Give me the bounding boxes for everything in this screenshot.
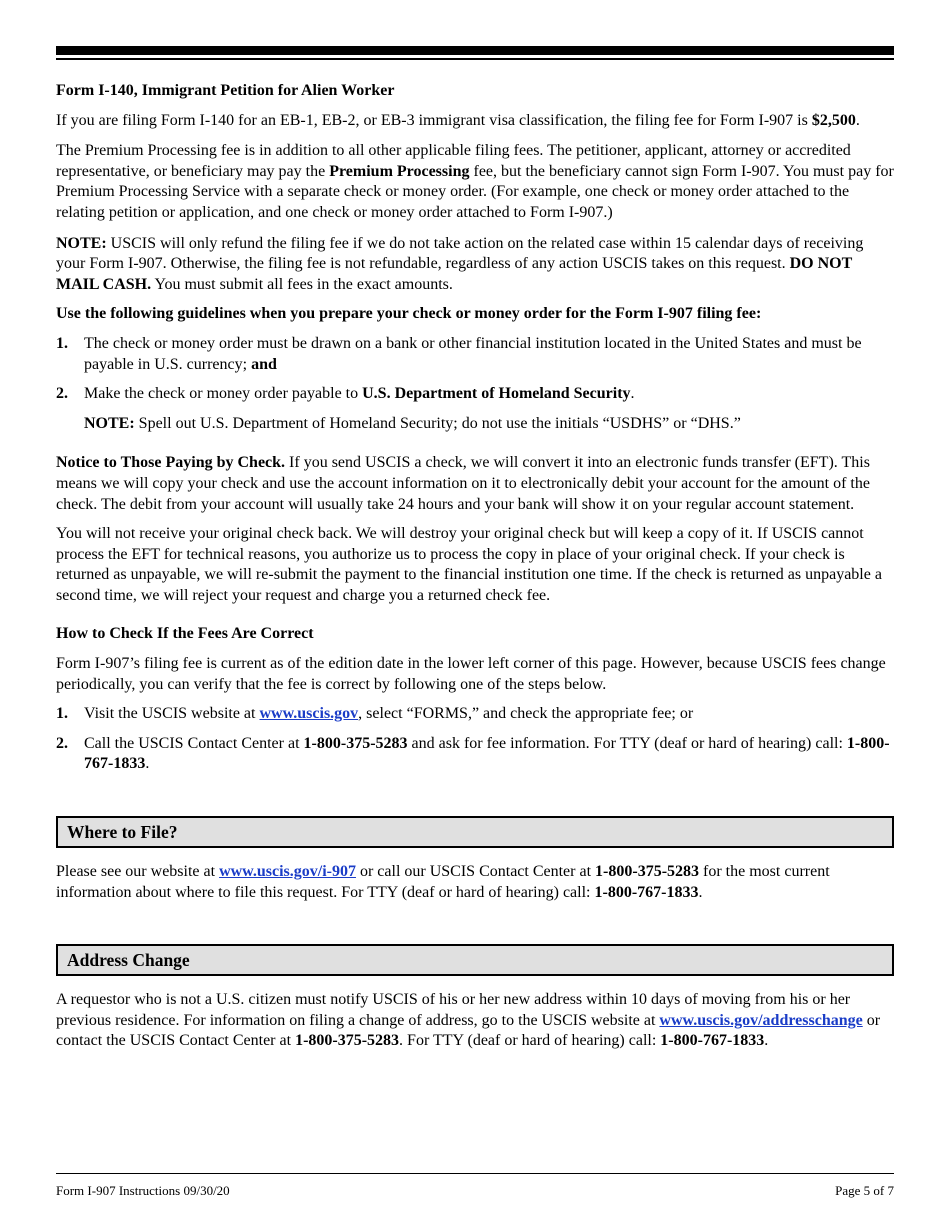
- i140-fee-paragraph: If you are filing Form I-140 for an EB-1, EB-2, or EB-3 immigrant visa classification, the filing fee for Form I-907 is $2,500.: [56, 111, 860, 129]
- address-change-paragraph: A requestor who is not a U.S. citizen must notify USCIS of his or her new address within 10 days of moving from his or her previous residence. For information on filing a change of address, go to the USCIS website at www.uscis.gov/addresschange or contact the USCIS Contact Center at 1-800-375-5283. For TTY (deaf or hard of hearing) call: 1-800-767-1833.: [56, 991, 881, 1050]
- original-check-paragraph: You will not receive your original check back. We will destroy your original check but will keep a copy of it. If USCIS cannot process the EFT for technical reasons, you authorize us to process the copy in place of your original check. If your check is returned as unpayable, we will re-submit the payment to the financial institution one time. If the check is returned as unpayable a second time, we will reject your request and charge you a returned check fee.: [56, 525, 882, 604]
- guideline-item-2: 2. Make the check or money order payable to U.S. Department of Homeland Security.: [56, 385, 635, 403]
- footer-form-edition: Form I-907 Instructions 09/30/20: [56, 1183, 230, 1198]
- uscis-website-link[interactable]: www.uscis.gov: [259, 705, 359, 723]
- header-rule-thin: [56, 58, 894, 60]
- premium-processing-paragraph: The Premium Processing fee is in addition to all other applicable filing fees. The petitioner, applicant, attorney or accredited representative, or beneficiary may pay the Premium Processing fee, but the beneficiary cannot sign Form I-907. You must pay for Premium Processing Service with a separate check or money order. (For example, one check or money order attached to the relating petition or application, and one check or money order attached to Form I-907.): [56, 142, 894, 221]
- fees-check-item-1: 1. Visit the USCIS website at www.uscis.gov, select “FORMS,” and check the appropriate fee; or: [56, 705, 694, 723]
- header-rule-thick: [56, 46, 894, 55]
- address-change-header: Address Change: [56, 944, 894, 976]
- refund-note-paragraph: NOTE: USCIS will only refund the filing fee if we do not take action on the related case within 15 calendar days of receiving your Form I-907. Otherwise, the filing fee is not refundable, regardless of any action USCIS takes on this request. DO NOT MAIL CASH. You must submit all fees in the exact amounts.: [56, 234, 864, 293]
- guidelines-heading: Use the following guidelines when you prepare your check or money order for the Form I-907 filing fee:: [56, 305, 762, 323]
- page-footer: [56, 1173, 894, 1199]
- fees-check-item-2: 2. Call the USCIS Contact Center at 1-800-375-5283 and ask for fee information. For TTY (deaf or hard of hearing) call: 1-800-767-1833.: [56, 734, 890, 773]
- i907-website-link[interactable]: www.uscis.gov/i-907: [219, 863, 356, 881]
- i140-heading: Form I-140, Immigrant Petition for Alien Worker: [56, 82, 395, 99]
- address-change-link[interactable]: www.uscis.gov/addresschange: [659, 1011, 863, 1029]
- fees-check-intro: Form I-907’s filing fee is current as of the edition date in the lower left corner of this page. However, because USCIS fees change periodically, you can verify that the fee is correct by following one of the steps below.: [56, 655, 886, 693]
- where-to-file-paragraph: Please see our website at www.uscis.gov/i-907 or call our USCIS Contact Center at 1-800-375-5283 for the most current information about where to file this request. For TTY (deaf or hard of hearing) call: 1-800-767-1833.: [56, 863, 830, 901]
- check-notice-paragraph: Notice to Those Paying by Check. If you send USCIS a check, we will convert it into an electronic funds transfer (EFT). This means we will copy your check and use the account information on it to electronically debit your account for the amount of the check. The debit from your account will usually take 24 hours and your bank will show it on your regular account statement.: [56, 454, 870, 513]
- initials-note: NOTE: Spell out U.S. Department of Homeland Security; do not use the initials “USDHS” or “DHS.”: [84, 414, 741, 432]
- guideline-item-1: 1. The check or money order must be drawn on a bank or other financial institution located in the United States and must be payable in U.S. currency; and: [56, 334, 862, 373]
- document-page: [56, 46, 894, 1052]
- where-to-file-header: Where to File?: [56, 816, 894, 848]
- fees-check-heading: How to Check If the Fees Are Correct: [56, 625, 314, 643]
- footer-page-number: Page 5 of 7: [835, 1183, 894, 1198]
